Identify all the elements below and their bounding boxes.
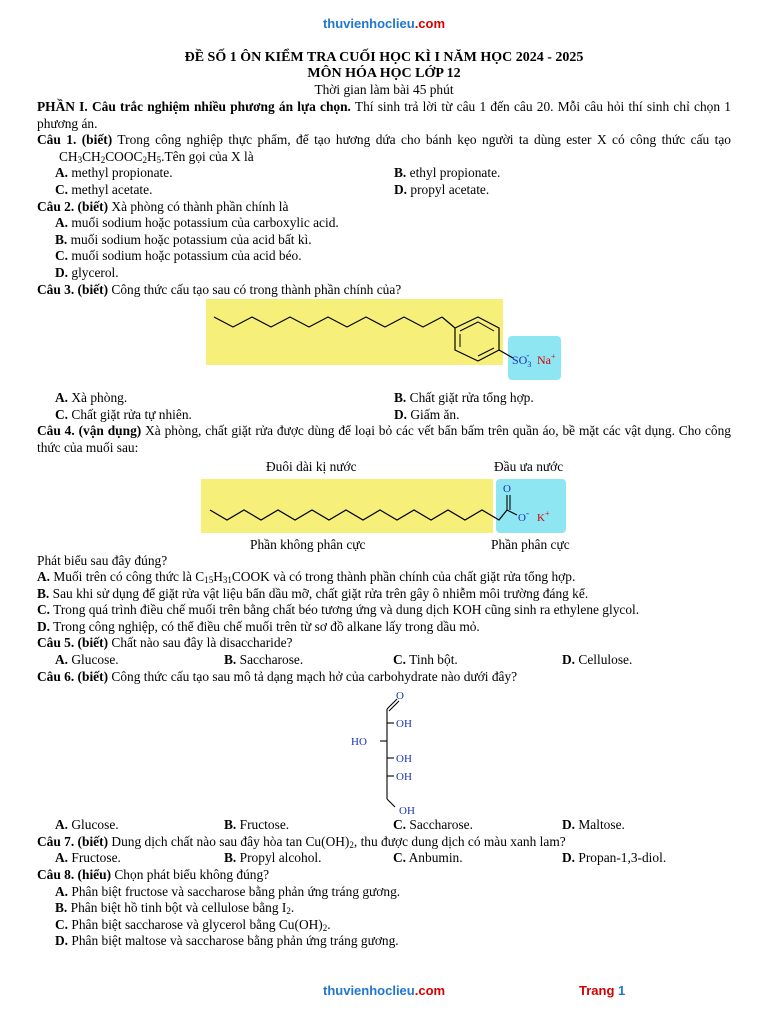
polar-label: Phần phân cực [491, 536, 570, 552]
option-text: methyl propionate. [71, 165, 173, 181]
option-letter: B. [394, 390, 407, 406]
option-letter: C. [55, 916, 69, 932]
question-5 [37, 635, 731, 652]
question-8 [37, 867, 731, 884]
option-letter: C. [55, 181, 69, 197]
q4-option-a[interactable] [37, 569, 731, 586]
option-text: glycerol. [71, 264, 119, 280]
site-tld: .com [414, 983, 446, 998]
na-text: Na [537, 353, 551, 368]
sub: 31 [222, 575, 232, 586]
q7-options [37, 850, 731, 867]
q6-option-d[interactable] [562, 817, 722, 834]
option-letter: B. [224, 850, 237, 866]
option-text: Xà phòng. [71, 390, 128, 406]
q5-option-b[interactable] [224, 652, 393, 669]
site-tld: .com [414, 16, 446, 31]
q7-option-c[interactable] [393, 850, 562, 867]
option-text: muối sodium hoặc potassium của carboxylic acid. [71, 215, 339, 231]
option-letter: A. [55, 390, 69, 406]
sub: 2 [142, 154, 147, 165]
option-letter: D. [55, 933, 69, 949]
sub: 2 [100, 154, 106, 165]
q2-label: Câu 2. (biết) [37, 198, 109, 214]
q5-label: Câu 5. (biết) [37, 635, 109, 651]
time-limit: Thời gian làm bài 45 phút [314, 82, 454, 97]
option-text: Glucose. [71, 817, 119, 833]
charge: + [544, 508, 550, 518]
q8-option-b[interactable]: B. Phân biệt hồ tinh bột và cellulose bằng $I_2$. [55, 900, 295, 917]
option-letter: A. [55, 652, 69, 668]
q5-options [37, 652, 731, 669]
k-text: K [537, 511, 545, 524]
q1-option-b[interactable] [394, 165, 714, 182]
q7-option-b[interactable] [224, 850, 393, 867]
tail-label: Đuôi dài kị nước [266, 458, 357, 474]
exam-content [37, 99, 731, 950]
exam-title-block [0, 50, 768, 98]
q3-structure-figure [37, 298, 731, 390]
option-letter: A. [55, 817, 69, 833]
q4-label: Câu 4. (vận dụng) [37, 423, 142, 439]
sub: 5 [156, 154, 162, 165]
hydrophobic-highlight [201, 479, 493, 533]
q2-option-b[interactable] [37, 232, 731, 249]
option-text: muối sodium hoặc potassium của acid béo. [71, 248, 302, 264]
option-text: Propan-1,3-diol. [578, 850, 667, 866]
option-letter: A. [55, 850, 69, 866]
question-3 [37, 282, 731, 299]
q6-options [37, 817, 731, 834]
site-name: thuvienhoclieu [322, 16, 415, 31]
option-text: Glucose. [71, 652, 119, 668]
option-letter: C. [55, 248, 69, 264]
option-text: methyl acetate. [71, 181, 153, 197]
option-text: Sau khi sử dụng để giặt rửa vật liệu bẩn dầu mỡ, chất giặt rửa trên gây ô nhiễm môi trường đáng kể. [49, 585, 589, 601]
part1-heading: PHẦN I. Câu trắc nghiệm nhiều phương án lựa chọn. [37, 99, 351, 114]
option-letter: D. [394, 181, 408, 197]
hydroxyl-c5: OH [396, 771, 412, 784]
charge: - [526, 350, 530, 361]
q7-option-d[interactable] [562, 850, 722, 867]
q7-text: , thu được dung dịch có màu xanh lam? [353, 833, 566, 849]
q5-text: Chất nào sau đây là disaccharide? [108, 635, 293, 651]
q6-structure-figure [37, 685, 731, 817]
option-letter: B. [37, 585, 50, 601]
hydroxyl-c2: OH [396, 718, 412, 731]
option-text: Trong quá trình điều chế muối trên bằng chất béo tương ứng và dung dịch KOH cũng sinh ra ethylene glycol. [50, 602, 640, 618]
q2-option-d[interactable] [37, 265, 731, 282]
option-text: propyl acetate. [410, 181, 490, 197]
footer-site-link[interactable] [323, 983, 445, 1000]
exam-title: ĐỀ SỐ 1 ÔN KIỂM TRA CUỐI HỌC KÌ I NĂM HỌC 2024 - 2025 [184, 50, 584, 65]
q2-option-a[interactable] [37, 215, 731, 232]
hydrophobic-highlight [206, 299, 503, 365]
option-text: Muối trên có công thức là C [50, 569, 205, 585]
option-letter: B. [394, 165, 407, 181]
q4-structure-figure [37, 457, 731, 553]
q4-option-c[interactable] [37, 602, 731, 619]
q6-option-a[interactable] [55, 817, 224, 834]
q1-text: H [146, 148, 157, 164]
q1-text: COOC [105, 148, 143, 164]
carbonyl-oxygen: O [503, 482, 511, 495]
question-2 [37, 199, 731, 216]
option-letter: C. [393, 817, 407, 833]
q8-option-d[interactable] [37, 933, 731, 950]
option-text: Cellulose. [578, 652, 633, 668]
q3-text: Công thức cấu tạo sau có trong thành phần chính của? [108, 281, 402, 297]
option-letter: C. [55, 406, 69, 422]
option-letter: D. [562, 652, 576, 668]
question-6 [37, 669, 731, 686]
q4-text: Xà phòng, chất giặt rửa được dùng để loại bỏ các vết bẩn bấm trên quần áo, bề mặt các vật dụng. Cho công thức của muối sau: [37, 423, 731, 455]
sub: 3 [527, 360, 532, 370]
option-text: Propyl alcohol. [239, 850, 322, 866]
option-text: Saccharose. [239, 652, 304, 668]
q3-options [37, 390, 731, 423]
substituent-labels [351, 690, 415, 817]
q1-text: .Tên gọi của X là [161, 148, 254, 164]
q8-option-c[interactable]: C. Phân biệt saccharose và glycerol bằng $Cu(OH)_2$. [55, 916, 331, 933]
option-letter: D. [562, 850, 576, 866]
option-letter: C. [37, 602, 51, 618]
q4-option-b[interactable] [37, 586, 731, 603]
page-label: Trang [579, 983, 615, 998]
sub: 2 [286, 906, 291, 917]
option-letter: D. [394, 406, 408, 422]
q3-option-a[interactable] [55, 390, 394, 407]
page-num: 1 [618, 983, 626, 998]
option-text: Phân biệt saccharose và glycerol bằng Cu(OH) [71, 916, 323, 932]
q1-options [37, 165, 731, 198]
q5-option-c[interactable] [393, 652, 562, 669]
part1-instructions [37, 99, 731, 132]
q1-option-d[interactable] [394, 182, 714, 199]
q1-option-c[interactable] [55, 182, 394, 199]
q2-text: Xà phòng có thành phần chính là [108, 198, 289, 214]
open-chain-carbohydrate-diagram [37, 685, 731, 817]
q1-label: Câu 1. (biết) [37, 132, 113, 148]
q3-option-d[interactable] [394, 407, 714, 424]
q8-label: Câu 8. (hiểu) [37, 867, 112, 883]
q8-text: Chọn phát biểu không đúng? [111, 867, 270, 883]
q6-option-b[interactable] [224, 817, 393, 834]
page-footer [0, 983, 768, 1003]
sub: 3 [77, 154, 83, 165]
question-7 [37, 834, 731, 851]
option-text: Phân biệt hồ tinh bột và cellulose bằng I [70, 900, 287, 916]
option-letter: D. [562, 817, 576, 833]
q7-text: Dung dịch chất nào sau đây hòa tan Cu(OH) [108, 833, 350, 849]
q6-option-c[interactable] [393, 817, 562, 834]
sulfonate-structure-diagram [37, 298, 731, 390]
aldehyde-oxygen: O [396, 690, 404, 703]
option-letter: B. [55, 900, 68, 916]
hydroxyl-c3: HO [351, 736, 367, 749]
subject-title: MÔN HÓA HỌC LỚP 12 [307, 66, 461, 81]
sub: 2 [322, 922, 328, 933]
so3-group [512, 350, 531, 369]
option-text: muối sodium hoặc potassium của acid bất kì. [70, 231, 312, 247]
option-text: Giấm ăn. [410, 406, 460, 422]
charge: - [525, 507, 529, 518]
option-text: Saccharose. [409, 817, 473, 833]
q4-stem: Phát biểu sau đây đúng? [37, 552, 168, 568]
o-text: O [518, 511, 526, 524]
q7-label: Câu 7. (biết) [37, 833, 109, 849]
header-site-link[interactable] [0, 16, 768, 33]
option-letter: B. [55, 231, 68, 247]
q5-option-d[interactable] [562, 652, 722, 669]
option-text: Tinh bột. [409, 652, 458, 668]
part1-text: Thí sinh trả lời từ câu 1 đến câu 20. Mỗi câu hỏi thí sinh chỉ chọn 1 phương án. [37, 99, 731, 131]
option-text: Phân biệt fructose và saccharose bằng phản ứng tráng gương. [71, 883, 401, 899]
question-4 [37, 423, 731, 456]
q1-text: CH [82, 148, 101, 164]
sub: 2 [349, 839, 354, 850]
q3-label: Câu 3. (biết) [37, 281, 109, 297]
option-text: Maltose. [578, 817, 625, 833]
charge: + [551, 352, 556, 362]
carboxylate-structure-diagram [37, 478, 731, 536]
q6-text: Công thức cấu tạo sau mô tả dạng mạch hở của carbohydrate nào dưới đây? [108, 668, 518, 684]
option-letter: D. [37, 618, 51, 634]
q5-option-a[interactable] [55, 652, 224, 669]
q3-option-b[interactable] [394, 390, 714, 407]
option-text: Chất giặt rửa tự nhiên. [71, 406, 192, 422]
option-text: Chất giặt rửa tổng hợp. [409, 390, 534, 406]
option-letter: B. [224, 817, 237, 833]
option-letter: A. [37, 569, 51, 585]
question-1 [37, 132, 731, 165]
nonpolar-label: Phần không phân cực [250, 536, 366, 552]
q1-text: Trong công nghiệp thực phẩm, để tạo hương dứa cho bánh kẹo người ta dùng ester X có công thức cấu tạo CH [59, 132, 731, 164]
option-letter: D. [55, 264, 69, 280]
q4-option-d[interactable] [37, 619, 731, 636]
q7-option-a[interactable] [55, 850, 224, 867]
sub: 15 [204, 575, 214, 586]
option-text: H [213, 569, 223, 585]
option-text: Fructose. [71, 850, 121, 866]
q3-option-c[interactable] [55, 407, 394, 424]
option-text: Fructose. [239, 817, 290, 833]
so3-text: SO [512, 353, 528, 368]
hydroxyl-c6: OH [399, 805, 415, 818]
option-letter: A. [55, 165, 69, 181]
q6-label: Câu 6. (biết) [37, 668, 109, 684]
q1-option-a[interactable] [55, 165, 394, 182]
option-letter: C. [393, 652, 407, 668]
site-name: thuvienhoclieu [323, 983, 415, 998]
option-text: ethyl propionate. [409, 165, 501, 181]
option-text: COOK và có trong thành phần chính của chất giặt rửa tổng hợp. [231, 569, 576, 585]
option-text: Phân biệt maltose và saccharose bằng phản ứng tráng gương. [71, 933, 399, 949]
option-text: Anbumin. [408, 850, 463, 866]
option-letter: A. [55, 215, 69, 231]
page-number [579, 983, 625, 1000]
option-letter: C. [393, 850, 407, 866]
q8-option-a[interactable] [37, 884, 731, 901]
q2-option-c[interactable] [37, 248, 731, 265]
option-text: Trong công nghiệp, có thể điều chế muối trên từ sơ đồ alkane lấy trong dầu mỏ. [50, 618, 480, 634]
option-letter: B. [224, 652, 237, 668]
head-label: Đầu ưa nước [494, 458, 564, 474]
hydroxyl-c4: OH [396, 753, 412, 766]
option-letter: A. [55, 883, 69, 899]
